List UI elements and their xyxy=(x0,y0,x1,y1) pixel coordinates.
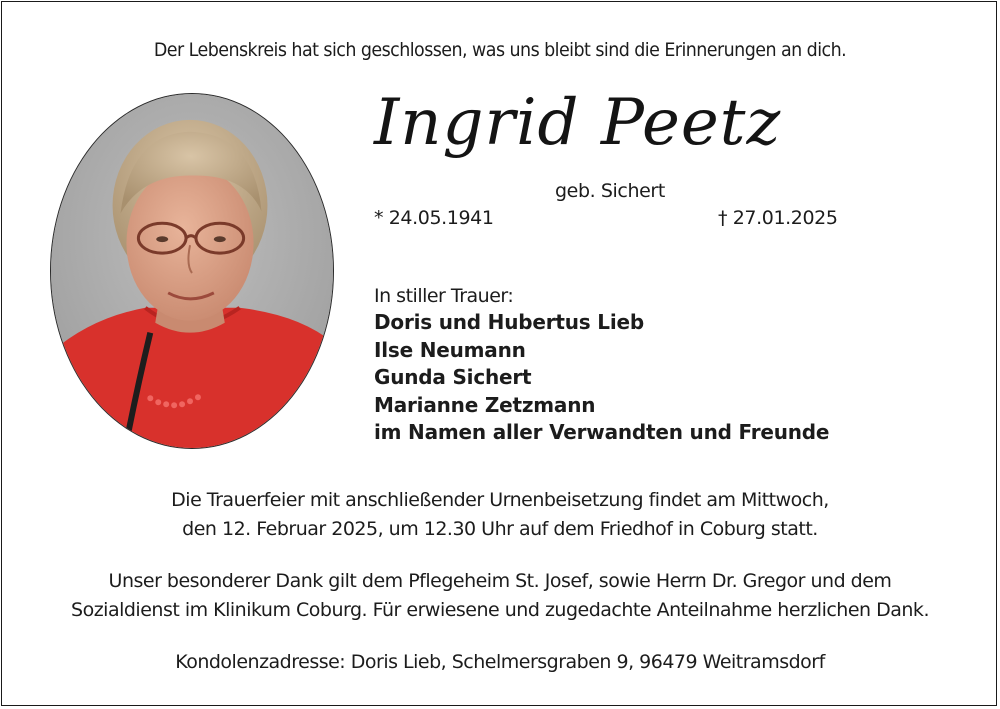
motto-text: Der Lebenskreis hat sich geschlossen, was uns bleibt sind die Erinnerungen an dich. xyxy=(153,39,847,61)
condolence-address: Kondolenzadresse: Doris Lieb, Schelmersgraben 9, 96479 Weitramsdorf xyxy=(175,651,825,673)
thanks-notice xyxy=(2,567,998,625)
mourner-name: im Namen aller Verwandten und Freunde xyxy=(374,420,830,445)
obituary-notice xyxy=(1,1,997,706)
ceremony-line: Die Trauerfeier mit anschließender Urnenbeisetzung findet am Mittwoch, xyxy=(171,489,829,511)
mourning-intro: In stiller Trauer: xyxy=(374,285,514,307)
thanks-line: Sozialdienst im Klinikum Coburg. Für erwiesene und zugedachte Anteilnahme herzlichen Dank. xyxy=(71,599,929,621)
ceremony-notice xyxy=(2,486,998,544)
mourner-name: Ilse Neumann xyxy=(374,337,526,362)
thanks-line: Unser besonderer Dank gilt dem Pflegeheim St. Josef, sowie Herrn Dr. Gregor und dem xyxy=(108,570,892,592)
portrait-photo xyxy=(50,93,334,449)
mourner-name: Marianne Zetzmann xyxy=(374,392,596,417)
birth-date: * 24.05.1941 xyxy=(374,207,494,229)
maiden-name: geb. Sichert xyxy=(555,180,665,202)
death-date: † 27.01.2025 xyxy=(718,207,838,229)
mourner-name: Doris und Hubertus Lieb xyxy=(374,310,644,334)
mourner-name: Gunda Sichert xyxy=(374,365,532,390)
portrait-illustration xyxy=(51,94,333,448)
mourners-list xyxy=(374,309,829,447)
deceased-name: Ingrid Peetz xyxy=(374,86,782,160)
ceremony-line: den 12. Februar 2025, um 12.30 Uhr auf dem Friedhof in Coburg statt. xyxy=(182,518,818,540)
